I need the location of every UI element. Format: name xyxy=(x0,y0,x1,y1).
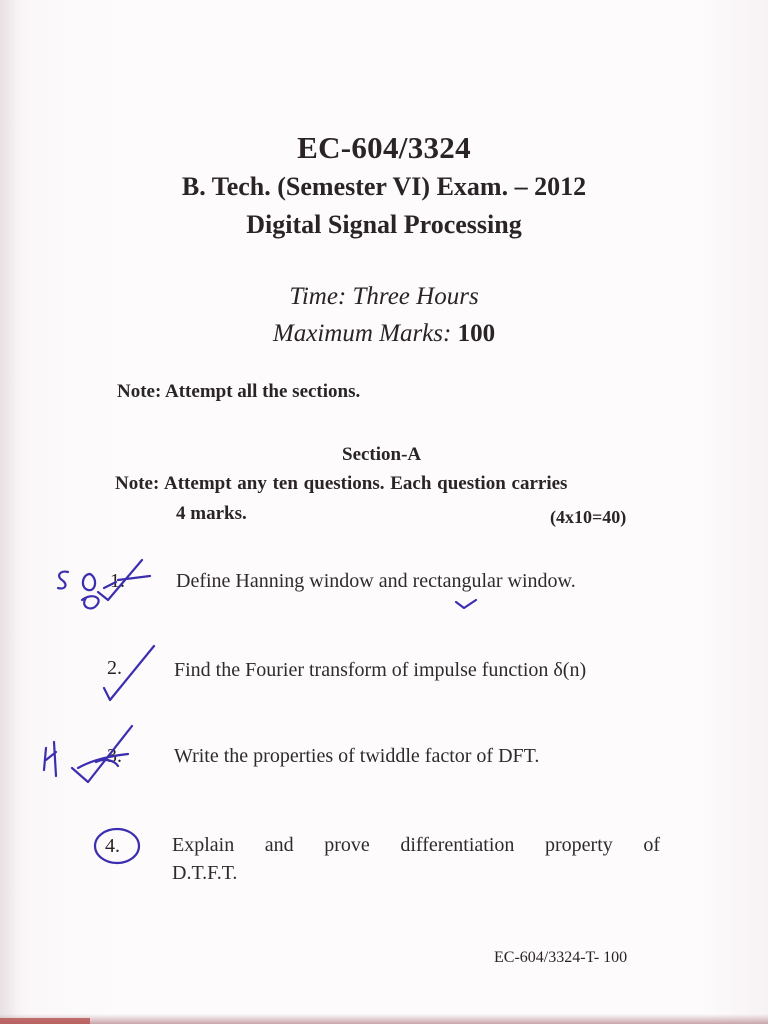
section-marks: (4x10=40) xyxy=(550,507,627,527)
question-1-number: 1. xyxy=(110,570,125,592)
section-title: Section-A xyxy=(342,444,422,465)
question-4-number: 4. xyxy=(105,835,120,857)
question-2-number: 2. xyxy=(107,657,122,679)
underline-tick-mark xyxy=(456,600,476,608)
maximum-marks-label: Maximum Marks: xyxy=(272,320,452,347)
page-bottom-edge xyxy=(0,1014,768,1024)
exam-title: B. Tech. (Semester VI) Exam. – 2012 xyxy=(181,172,587,201)
question-1-text: Define Hanning window and rectangular window. xyxy=(176,570,576,592)
question-4-text-line1: Explain and prove differentiation property of xyxy=(172,834,660,856)
question-3-tick-mark xyxy=(72,726,132,782)
handwritten-five-mark xyxy=(58,572,68,589)
question-1-strike-mark xyxy=(82,596,99,608)
handwritten-zero-mark xyxy=(83,574,95,590)
question-3-number: 3. xyxy=(107,745,122,767)
maximum-marks xyxy=(0,320,768,348)
question-4-text-line2: D.T.F.T. xyxy=(172,862,238,884)
paper-code: EC-604/3324 xyxy=(297,130,471,165)
exam-duration: Time: Three Hours xyxy=(289,283,479,310)
section-note-line1: Note: Attempt any ten questions. Each question carries xyxy=(115,473,568,494)
question-2-text: Find the Fourier transform of impulse function δ(n) xyxy=(174,659,587,681)
handwritten-four-mark xyxy=(44,742,56,776)
maximum-marks-value: 100 xyxy=(457,320,496,347)
question-3-text: Write the properties of twiddle factor of DFT. xyxy=(174,745,540,767)
section-note-line2: 4 marks. xyxy=(176,503,247,524)
subject-title: Digital Signal Processing xyxy=(246,210,522,239)
page-bottom-stain xyxy=(0,1018,90,1024)
footer-code: EC-604/3324-T- 100 xyxy=(494,949,628,966)
general-note: Note: Attempt all the sections. xyxy=(117,381,361,402)
